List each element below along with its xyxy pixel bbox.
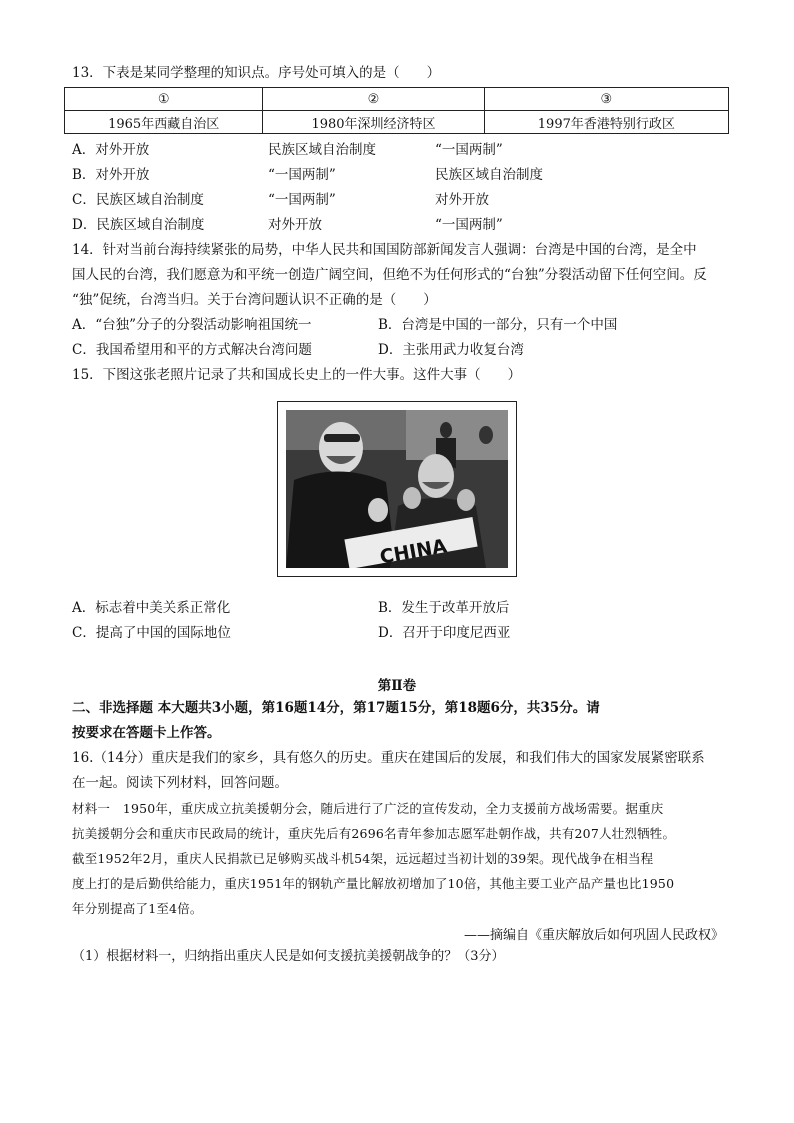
material-line-5: 年分别提高了1至4倍。 <box>72 901 203 916</box>
q16-intro-line-2: 在一起。阅读下列材料，回答问题。 <box>72 775 288 791</box>
table-cell-2: 1980年深圳经济特区 <box>263 111 484 134</box>
table-cell-3: 1997年香港特别行政区 <box>484 111 728 134</box>
material-source: ——摘编自《重庆解放后如何巩固人民政权》 <box>463 928 724 943</box>
q16-intro-line-1: 16.（14分）重庆是我们的家乡，具有悠久的历史。重庆在建国后的发展，和我们伟大的国家发展紧密联系 <box>72 750 705 766</box>
q14-stem-line-1: 14．针对当前台海持续紧张的局势，中华人民共和国国防部新闻发言人强调：台湾是中国的台湾，是全中 <box>72 242 697 258</box>
section-heading-line-1: 二、非选择题 本大题共3小题，第16题14分，第17题15分，第18题6分，共35分。请 <box>72 700 600 716</box>
q15-option-a[interactable]: A．标志着中美关系正常化 <box>72 600 231 616</box>
q14-stem-line-2: 国人民的台湾，我们愿意为和平统一创造广阔空间，但绝不为任何形式的“台独”分裂活动留下任何空间。反 <box>72 267 707 283</box>
photo-sign-text: CHINA <box>378 535 449 568</box>
q15-option-c[interactable]: C．提高了中国的国际地位 <box>72 625 231 641</box>
q14-option-b[interactable]: B．台湾是中国的一部分，只有一个中国 <box>378 317 618 333</box>
material-line-1: 材料一 1950年，重庆成立抗美援朝分会，随后进行了广泛的宣传发动，全力支援前方战场需要。据重庆 <box>72 801 664 816</box>
q16-sub-question-1: （1）根据材料一，归纳指出重庆人民是如何支援抗美援朝战争的？（3分） <box>72 949 505 964</box>
knowledge-table <box>64 87 729 134</box>
table-header-2: ② <box>263 88 484 111</box>
table-header-3: ③ <box>484 88 728 111</box>
q15-option-b[interactable]: B．发生于改革开放后 <box>378 600 510 616</box>
material-line-2: 抗美援朝分会和重庆市民政局的统计，重庆先后有2696名青年参加志愿军赴朝作战，共有207人壮烈牺牲。 <box>72 826 676 841</box>
table-header-1: ① <box>65 88 263 111</box>
q14-option-a[interactable]: A．“台独”分子的分裂活动影响祖国统一 <box>72 317 312 333</box>
q14-option-d[interactable]: D．主张用武力收复台湾 <box>378 342 524 358</box>
q14-stem-line-3: “独”促统，台湾当归。关于台湾问题认识不正确的是（ ） <box>72 292 437 308</box>
section-title: 第Ⅱ卷 <box>377 678 417 694</box>
section-heading-line-2: 按要求在答题卡上作答。 <box>72 725 221 741</box>
material-line-4: 度上打的是后勤供给能力，重庆1951年的钢轨产量比解放初增加了10倍，其他主要工业产品产量也比1950 <box>72 876 675 891</box>
q15-option-d[interactable]: D．召开于印度尼西亚 <box>378 625 511 641</box>
historic-photo <box>277 401 517 577</box>
material-line-3: 截至1952年2月，重庆人民捐款已足够购买战斗机54架，远远超过当初计划的39架。现代战争在相当程 <box>72 851 654 866</box>
q14-option-c[interactable]: C．我国希望用和平的方式解决台湾问题 <box>72 342 312 358</box>
table-cell-1: 1965年西藏自治区 <box>65 111 263 134</box>
photo-image <box>286 410 508 568</box>
q13-stem: 13．下表是某同学整理的知识点。序号处可填入的是（ ） <box>72 65 441 81</box>
q15-stem: 15．下图这张老照片记录了共和国成长史上的一件大事。这件大事（ ） <box>72 367 522 383</box>
